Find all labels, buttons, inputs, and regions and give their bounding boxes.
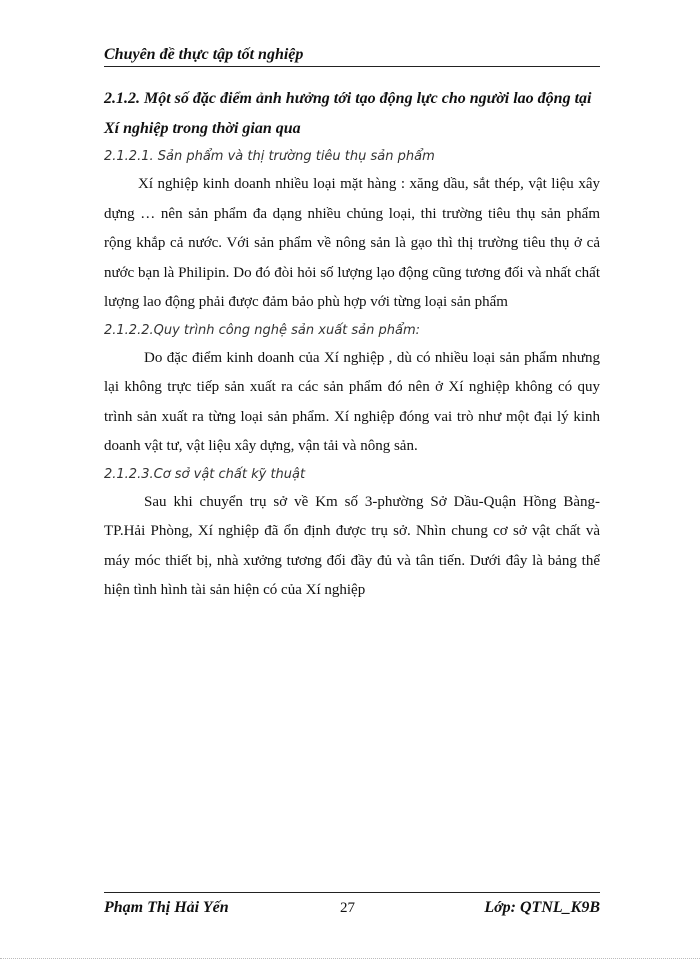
subsection-title-facilities: 2.1.2.3.Cơ sở vật chất kỹ thuật [104,466,306,482]
page-edge-divider [0,958,700,959]
footer-rule [104,892,600,893]
section-heading: 2.1.2. Một số đặc điểm ảnh hưởng tới tạo động lực cho người lao động tại Xí nghiệp trong thời gian qua [104,90,592,137]
paragraph-products: Xí nghiệp kinh doanh nhiều loại mặt hàng : xăng dầu, sắt thép, vật liệu xây dựng … nên sản phẩm đa dạng nhiều chủng loại, thi trường tiêu thụ sản phẩm rộng khắp cả nước. Với sản phẩm về nông sản là gạo thì thị trường tiêu thụ ở cả nước bạn là Philipin. Do đó đòi hỏi số lượng lạo động cũng tương đối và nhất chất lượng lao động phải được đảm bảo phù hợp với từng loại sản phẩm [104,176,600,310]
header-rule [104,66,600,67]
paragraph-facilities: Sau khi chuyển trụ sở về Km số 3-phường Sở Dầu-Quận Hồng Bàng-TP.Hải Phòng, Xí nghiệp đã ổn định được trụ sở. Nhìn chung cơ sở vật chất và máy móc thiết bị, nhà xưởng tương đối đầy đủ và tân tiến. Dưới đây là bảng thể hiện tình hình tài sản hiện có của Xí nghiệp [104,493,600,598]
paragraph-process: Do đặc điểm kinh doanh của Xí nghiệp , dù có nhiều loại sản phẩm nhưng lại không trực tiếp sản xuất ra các sản phẩm đó nên ở Xí nghiệp không có quy trình sản xuất ra từng loại sản phẩm. Xí nghiệp đóng vai trò như một đại lý kinh doanh vật tư, vật liệu xây dựng, vận tải và nông sản. [104,349,600,454]
footer-author: Phạm Thị Hải Yến [104,899,229,916]
page-number: 27 [340,900,355,916]
page-header-title: Chuyên đề thực tập tốt nghiệp [104,46,304,63]
subsection-title-process: 2.1.2.2.Quy trình công nghệ sản xuất sản phẩm: [104,322,421,338]
page-body [104,84,600,606]
subsection-title-products: 2.1.2.1. Sản phẩm và thị trường tiêu thụ sản phẩm [104,149,435,164]
footer-class: Lớp: QTNL_K9B [484,899,600,916]
